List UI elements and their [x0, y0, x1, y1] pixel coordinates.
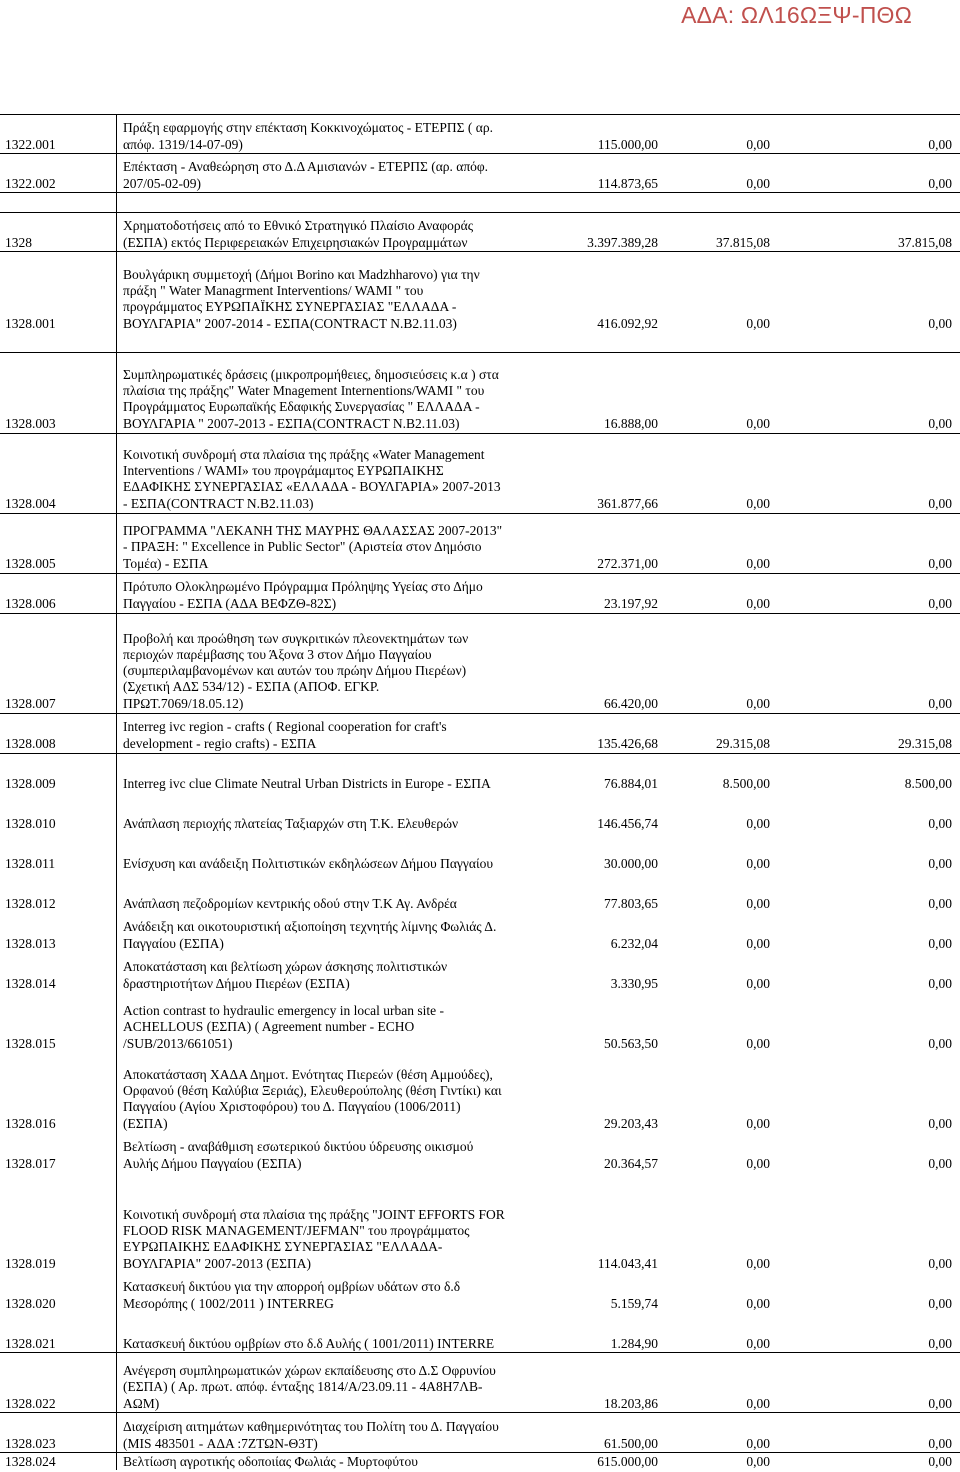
account-code: 1328.007	[5, 695, 56, 711]
budget-amount: 30.000,00	[604, 855, 658, 871]
description-line: Βελτίωση - αναβάθμιση εσωτερικού δικτύου ύδρευσης οικισμού	[123, 1139, 474, 1155]
description-line: (ΕΣΠΑ) ( Αρ. πρωτ. απόφ. ένταξης 1814/Α/23.09.11 - 4Α8Η7ΛΒ-	[123, 1379, 483, 1395]
description-line: ΒΟΥΛΓΑΡΙΑ " 2007-2013 - ΕΣΠΑ(CONTRACT N.B2.11.03)	[123, 415, 460, 431]
account-code: 1328.004	[5, 495, 56, 511]
table-row	[0, 152, 960, 192]
approved-amount: 0,00	[746, 495, 770, 511]
table-row	[0, 1352, 960, 1412]
description	[123, 776, 491, 792]
budget-amount: 76.884,01	[604, 775, 658, 791]
ada-header: ΑΔΑ: ΩΛ16ΩΞΨ-ΠΘΩ	[681, 2, 912, 28]
budget-amount: 114.873,65	[597, 175, 658, 191]
table-row	[0, 1190, 960, 1272]
table-row	[0, 995, 960, 1052]
paid-amount: 0,00	[928, 695, 952, 711]
description-line: Interreg ivc region - crafts ( Regional cooperation for craft's	[123, 719, 447, 735]
budget-amount: 272.371,00	[597, 555, 658, 571]
paid-amount: 29.315,08	[898, 735, 952, 751]
account-code: 1328.024	[5, 1453, 56, 1469]
account-code: 1328.020	[5, 1295, 56, 1311]
description-line: Παγγαίου (Αγίου Χριστοφόρου) του Δ. Παγγαίου (1006/2011)	[123, 1099, 461, 1115]
description-line: δραστηριοτήτων Δήμου Πιερέων (ΕΣΠΑ)	[123, 975, 350, 991]
description	[123, 120, 493, 153]
account-code: 1328.010	[5, 815, 56, 831]
table-row	[0, 812, 960, 832]
description-line: περιοχών παρέμβασης του Άξονα 3 στον Δήμο Παγγαίου	[123, 646, 432, 662]
table-row	[0, 713, 960, 752]
account-code: 1322.001	[5, 136, 56, 152]
budget-amount: 115.000,00	[597, 136, 658, 152]
budget-amount: 50.563,50	[604, 1035, 658, 1051]
description	[123, 159, 488, 192]
description	[123, 631, 468, 712]
account-code: 1328	[5, 234, 32, 250]
description	[123, 1279, 460, 1312]
description-line: ΠΡΟΓΡΑΜΜΑ "ΛΕΚΑΝΗ ΤΗΣ ΜΑΥΡΗΣ ΘΑΛΑΣΣΑΣ 2007-2013"	[123, 523, 503, 539]
description	[123, 1454, 418, 1470]
description-line: ΒΟΥΛΓΑΡΙΑ" 2007-2013 (ΕΣΠΑ)	[123, 1255, 311, 1271]
description-line: Αποκατάσταση ΧΑΔΑ Δημοτ. Ενότητας Πιερεών (θέση Αμμούδες),	[123, 1066, 493, 1082]
budget-amount: 77.803,65	[604, 895, 658, 911]
description-line: Επέκταση - Αναθεώρηση στο Δ.Δ Αμισιανών - ΕΤΕΡΠΣ (αρ. απόφ.	[123, 159, 489, 175]
description-line: ΑΩΜ)	[123, 1395, 160, 1411]
description	[123, 896, 457, 912]
description-line: Action contrast to hydraulic emergency in local urban site -	[123, 1003, 445, 1019]
budget-amount: 146.456,74	[597, 815, 658, 831]
row-divider	[0, 192, 960, 193]
description-line: πλαίσια της πράξης" Water Mnagement Internentions/WAMI " του	[123, 383, 485, 399]
paid-amount: 0,00	[928, 1395, 952, 1411]
table-row	[0, 852, 960, 872]
description-line: (Σχετική ΑΔΣ 534/12) - ΕΣΠΑ (ΑΠΟΦ. ΕΓΚΡ.	[123, 679, 380, 695]
description	[123, 1067, 502, 1132]
account-code: 1328.005	[5, 555, 56, 571]
table-row	[0, 252, 960, 332]
description-line: Παγγαίου (ΕΣΠΑ)	[123, 935, 224, 951]
row-divider	[0, 1352, 960, 1353]
account-code: 1328.019	[5, 1255, 56, 1271]
description	[123, 523, 502, 572]
approved-amount: 8.500,00	[722, 775, 770, 791]
paid-amount: 0,00	[928, 1155, 952, 1171]
account-code: 1328.011	[5, 855, 56, 871]
account-code: 1322.002	[5, 175, 56, 191]
paid-amount: 0,00	[928, 495, 952, 511]
description-line: Τομέα) - ΕΣΠΑ	[123, 555, 209, 571]
budget-amount: 135.426,68	[597, 735, 658, 751]
budget-amount: 6.232,04	[610, 935, 658, 951]
row-divider	[0, 153, 960, 154]
paid-amount: 0,00	[928, 175, 952, 191]
description-line: Βελτίωση αγροτικής οδοποιίας Φωλιάς - Μυρτοφύτου	[123, 1453, 418, 1469]
row-divider	[0, 713, 960, 714]
description	[123, 1363, 496, 1412]
description-line: Μεσορόπης ( 1002/2011 ) INTERREG	[123, 1295, 334, 1311]
paid-amount: 0,00	[928, 855, 952, 871]
description-line: Interreg ivc clue Climate Neutral Urban Districts in Europe - ΕΣΠΑ	[123, 775, 491, 791]
approved-amount: 0,00	[746, 315, 770, 331]
description-line: (MIS 483501 - ΑΔΑ :7ΖΤΩΝ-Θ3Τ)	[123, 1435, 318, 1451]
account-code: 1328.021	[5, 1335, 56, 1351]
approved-amount: 0,00	[746, 175, 770, 191]
approved-amount: 29.315,08	[716, 735, 770, 751]
account-code: 1328.017	[5, 1155, 56, 1171]
description-line: προγράμματος ΕΥΡΩΠΑΪΚΗΣ ΣΥΝΕΡΓΑΣΙΑΣ "ΕΛΛΑΔΑ -	[123, 299, 457, 315]
description-line: ΕΔΑΦΙΚΗΣ ΣΥΝΕΡΓΑΣΙΑΣ «ΕΛΛΑΔΑ - ΒΟΥΛΓΑΡΙΑ» 2007-2013	[123, 479, 501, 495]
row-divider	[0, 352, 960, 353]
table-row	[0, 772, 960, 792]
account-code: 1328.014	[5, 975, 56, 991]
budget-amount: 20.364,57	[604, 1155, 658, 1171]
table-row	[0, 919, 960, 952]
budget-amount: 3.397.389,28	[587, 234, 658, 250]
description-line: Πράξη εφαρμογής στην επέκταση Κοκκινοχώματος - ΕΤΕΡΠΣ ( αρ.	[123, 120, 493, 136]
description-line: Κοινοτική συνδρομή στα πλαίσια της πράξης «Water Management	[123, 446, 485, 462]
description-line: Συμπληρωματικές δράσεις (μικροπρομήθειες, δημοσιεύσεις κ.α ) στα	[123, 366, 499, 382]
description-line: Βουλγάρικη συμμετοχή (Δήμοι Borino και Madzhharovo) για την	[123, 266, 480, 282]
approved-amount: 0,00	[746, 935, 770, 951]
description-line: - ΠΡΑΞΗ: " Excellence in Public Sector" (Αριστεία στον Δημόσιο	[123, 539, 482, 555]
table-row	[0, 1270, 960, 1312]
approved-amount: 0,00	[746, 975, 770, 991]
budget-amount: 114.043,41	[597, 1255, 658, 1271]
description	[123, 1336, 494, 1352]
budget-amount: 61.500,00	[604, 1435, 658, 1451]
paid-amount: 0,00	[928, 1335, 952, 1351]
approved-amount: 0,00	[746, 815, 770, 831]
table-row	[0, 434, 960, 512]
description-line: (ΕΣΠΑ) εκτός Περιφερειακών Επιχειρησιακών Προγραμμάτων	[123, 234, 468, 250]
approved-amount: 0,00	[746, 1335, 770, 1351]
budget-amount: 66.420,00	[604, 695, 658, 711]
approved-amount: 0,00	[746, 555, 770, 571]
budget-amount: 416.092,92	[597, 315, 658, 331]
description-line: - ΕΣΠΑ(CONTRACT N.B2.11.03)	[123, 495, 314, 511]
description-line: (συμπεριλαμβανομένων και αυτών του πρώην Δήμου Πιερέων)	[123, 663, 467, 679]
description-line: Χρηματοδοτήσεις από το Εθνικό Στρατηγικό Πλαίσιο Αναφοράς	[123, 218, 474, 234]
paid-amount: 0,00	[928, 136, 952, 152]
approved-amount: 0,00	[746, 1435, 770, 1451]
account-code: 1328.023	[5, 1435, 56, 1451]
budget-amount: 16.888,00	[604, 415, 658, 431]
table-row	[0, 575, 960, 612]
description-line: Κατασκευή δικτύου για την απορροή ομβρίων υδάτων στο δ.δ	[123, 1279, 461, 1295]
account-code: 1328.008	[5, 735, 56, 751]
approved-amount: 0,00	[746, 695, 770, 711]
approved-amount: 0,00	[746, 1155, 770, 1171]
account-code: 1328.001	[5, 315, 56, 331]
paid-amount: 0,00	[928, 975, 952, 991]
approved-amount: 0,00	[746, 1453, 770, 1469]
row-divider	[0, 114, 960, 115]
row-divider	[0, 753, 960, 754]
description-line: ΠΡΩΤ.7069/18.05.12)	[123, 695, 244, 711]
description-line: πράξη " Water Managrment Interventions/ WAMI " του	[123, 283, 424, 299]
description	[123, 719, 447, 752]
account-code: 1328.015	[5, 1035, 56, 1051]
description	[123, 1207, 505, 1272]
account-code: 1328.022	[5, 1395, 56, 1411]
description	[123, 267, 480, 332]
description-line: ACHELLOUS (ΕΣΠΑ) ( Agreement number - ECHO	[123, 1019, 415, 1035]
budget-amount: 361.877,66	[597, 495, 658, 511]
paid-amount: 8.500,00	[904, 775, 952, 791]
paid-amount: 0,00	[928, 1255, 952, 1271]
table-row	[0, 1053, 960, 1132]
description-line: ΒΟΥΛΓΑΡΙΑ" 2007-2014 - ΕΣΠΑ(CONTRACT N.B2.11.03)	[123, 315, 457, 331]
approved-amount: 0,00	[746, 415, 770, 431]
description-line: ΕΥΡΩΠΑΙΚΗΣ ΕΔΑΦΙΚΗΣ ΣΥΝΕΡΓΑΣΙΑΣ "ΕΛΛΑΔΑ-	[123, 1239, 443, 1255]
description	[123, 959, 447, 992]
description-line: Ορφανού (θέση Καλύβια Ξεριάς), Ελευθερούπολης (θέση Γιντίκι) και	[123, 1083, 502, 1099]
description-line: FLOOD RISK MANAGEMENT/JEFMAN" του προγράμματος	[123, 1223, 470, 1239]
description-line: Αυλής Δήμου Παγγαίου (ΕΣΠΑ)	[123, 1155, 302, 1171]
description	[123, 1419, 499, 1452]
row-divider	[0, 513, 960, 514]
description	[123, 919, 496, 952]
approved-amount: 0,00	[746, 595, 770, 611]
table-row	[0, 1332, 960, 1352]
budget-amount: 29.203,43	[604, 1115, 658, 1131]
description	[123, 816, 458, 832]
approved-amount: 0,00	[746, 1255, 770, 1271]
approved-amount: 0,00	[746, 1295, 770, 1311]
paid-amount: 0,00	[928, 1295, 952, 1311]
description	[123, 1003, 444, 1052]
description-line: Ανάπλαση πεζοδρομίων κεντρικής οδού στην Τ.Κ Αγ. Ανδρέα	[123, 895, 457, 911]
table-row	[0, 615, 960, 712]
description-line: Κοινοτική συνδρομή στα πλαίσια της πράξης "JOINT EFFORTS FOR	[123, 1206, 505, 1222]
budget-amount: 3.330,95	[610, 975, 658, 991]
description-line: Κατασκευή δικτύου ομβρίων στο δ.δ Αυλής ( 1001/2011) INTERRE	[123, 1335, 495, 1351]
row-divider	[0, 1452, 960, 1453]
table-row	[0, 1452, 960, 1470]
description-line: Διαχείριση αιτημάτων καθημερινότητας του Πολίτη του Δ. Παγγαίου	[123, 1419, 499, 1435]
description-line: Ανάδειξη και οικοτουριστική αξιοποίηση τεχνητής λίμνης Φωλιάς Δ.	[123, 919, 497, 935]
description	[123, 1139, 473, 1172]
description-line: 207/05-02-09)	[123, 175, 201, 191]
description-line: Interventions / WAMI» του προγράμαμτος ΕΥΡΩΠΑΙΚΗΣ	[123, 463, 444, 479]
account-code: 1328.009	[5, 775, 56, 791]
description-line: Ανέγερση συμπληρωματικών χώρων εκπαίδευσης στο Δ.Σ Οφρυνίου	[123, 1363, 496, 1379]
description	[123, 218, 473, 251]
paid-amount: 37.815,08	[898, 234, 952, 250]
table-row	[0, 116, 960, 153]
account-code: 1328.013	[5, 935, 56, 951]
approved-amount: 0,00	[746, 1035, 770, 1051]
description-line: Αποκατάσταση και βελτίωση χώρων άσκησης πολιτιστικών	[123, 959, 448, 975]
approved-amount: 0,00	[746, 855, 770, 871]
description-line: Προβολή και προώθηση των συγκριτικών πλεονεκτημάτων των	[123, 630, 469, 646]
description-line: /SUB/2013/661051)	[123, 1035, 233, 1051]
row-divider	[0, 433, 960, 434]
paid-amount: 0,00	[928, 315, 952, 331]
row-divider	[0, 613, 960, 614]
description-line: (ΕΣΠΑ)	[123, 1115, 168, 1131]
description	[123, 579, 483, 612]
paid-amount: 0,00	[928, 555, 952, 571]
paid-amount: 0,00	[928, 595, 952, 611]
table-row	[0, 956, 960, 992]
row-divider	[0, 1412, 960, 1413]
paid-amount: 0,00	[928, 1115, 952, 1131]
table-row	[0, 515, 960, 572]
description-line: Προγράμματος Ευρωπαϊκής Εδαφικής Συνεργασίας " ΕΛΛΑΔΑ -	[123, 399, 480, 415]
paid-amount: 0,00	[928, 1453, 952, 1469]
table-row	[0, 212, 960, 251]
paid-amount: 0,00	[928, 815, 952, 831]
approved-amount: 0,00	[746, 1115, 770, 1131]
approved-amount: 37.815,08	[716, 234, 770, 250]
account-code: 1328.006	[5, 595, 56, 611]
budget-amount: 18.203,86	[604, 1395, 658, 1411]
account-code: 1328.003	[5, 415, 56, 431]
account-code: 1328.012	[5, 895, 56, 911]
paid-amount: 0,00	[928, 1035, 952, 1051]
approved-amount: 0,00	[746, 1395, 770, 1411]
budget-amount: 1.284,90	[610, 1335, 658, 1351]
budget-amount: 23.197,92	[604, 595, 658, 611]
description-line: development - regio crafts) - ΕΣΠΑ	[123, 735, 317, 751]
table-row	[0, 353, 960, 432]
row-divider	[0, 573, 960, 574]
description-line: απόφ. 1319/14-07-09)	[123, 136, 243, 152]
paid-amount: 0,00	[928, 895, 952, 911]
approved-amount: 0,00	[746, 136, 770, 152]
description	[123, 856, 493, 872]
description-line: Ανάπλαση περιοχής πλατείας Ταξιαρχών στη Τ.Κ. Ελευθερών	[123, 815, 459, 831]
budget-amount: 615.000,00	[597, 1453, 658, 1469]
paid-amount: 0,00	[928, 935, 952, 951]
description-line: Ενίσχυση και ανάδειξη Πολιτιστικών εκδηλώσεων Δήμου Παγγαίου	[123, 855, 494, 871]
description-line: Πρότυπο Ολοκληρωμένο Πρόγραμμα Πρόληψης Υγείας στο Δήμο	[123, 579, 483, 595]
table-row	[0, 1412, 960, 1452]
account-code: 1328.016	[5, 1115, 56, 1131]
budget-amount: 5.159,74	[610, 1295, 658, 1311]
column-divider	[116, 114, 117, 1470]
approved-amount: 0,00	[746, 895, 770, 911]
paid-amount: 0,00	[928, 415, 952, 431]
table-row	[0, 1133, 960, 1172]
description	[123, 367, 499, 432]
paid-amount: 0,00	[928, 1435, 952, 1451]
row-divider	[0, 212, 960, 213]
row-divider	[0, 251, 960, 252]
description-line: Παγγαίου - ΕΣΠΑ (ΑΔΑ ΒΕΦΖΘ-82Σ)	[123, 595, 337, 611]
description	[123, 447, 501, 512]
table-row	[0, 892, 960, 912]
